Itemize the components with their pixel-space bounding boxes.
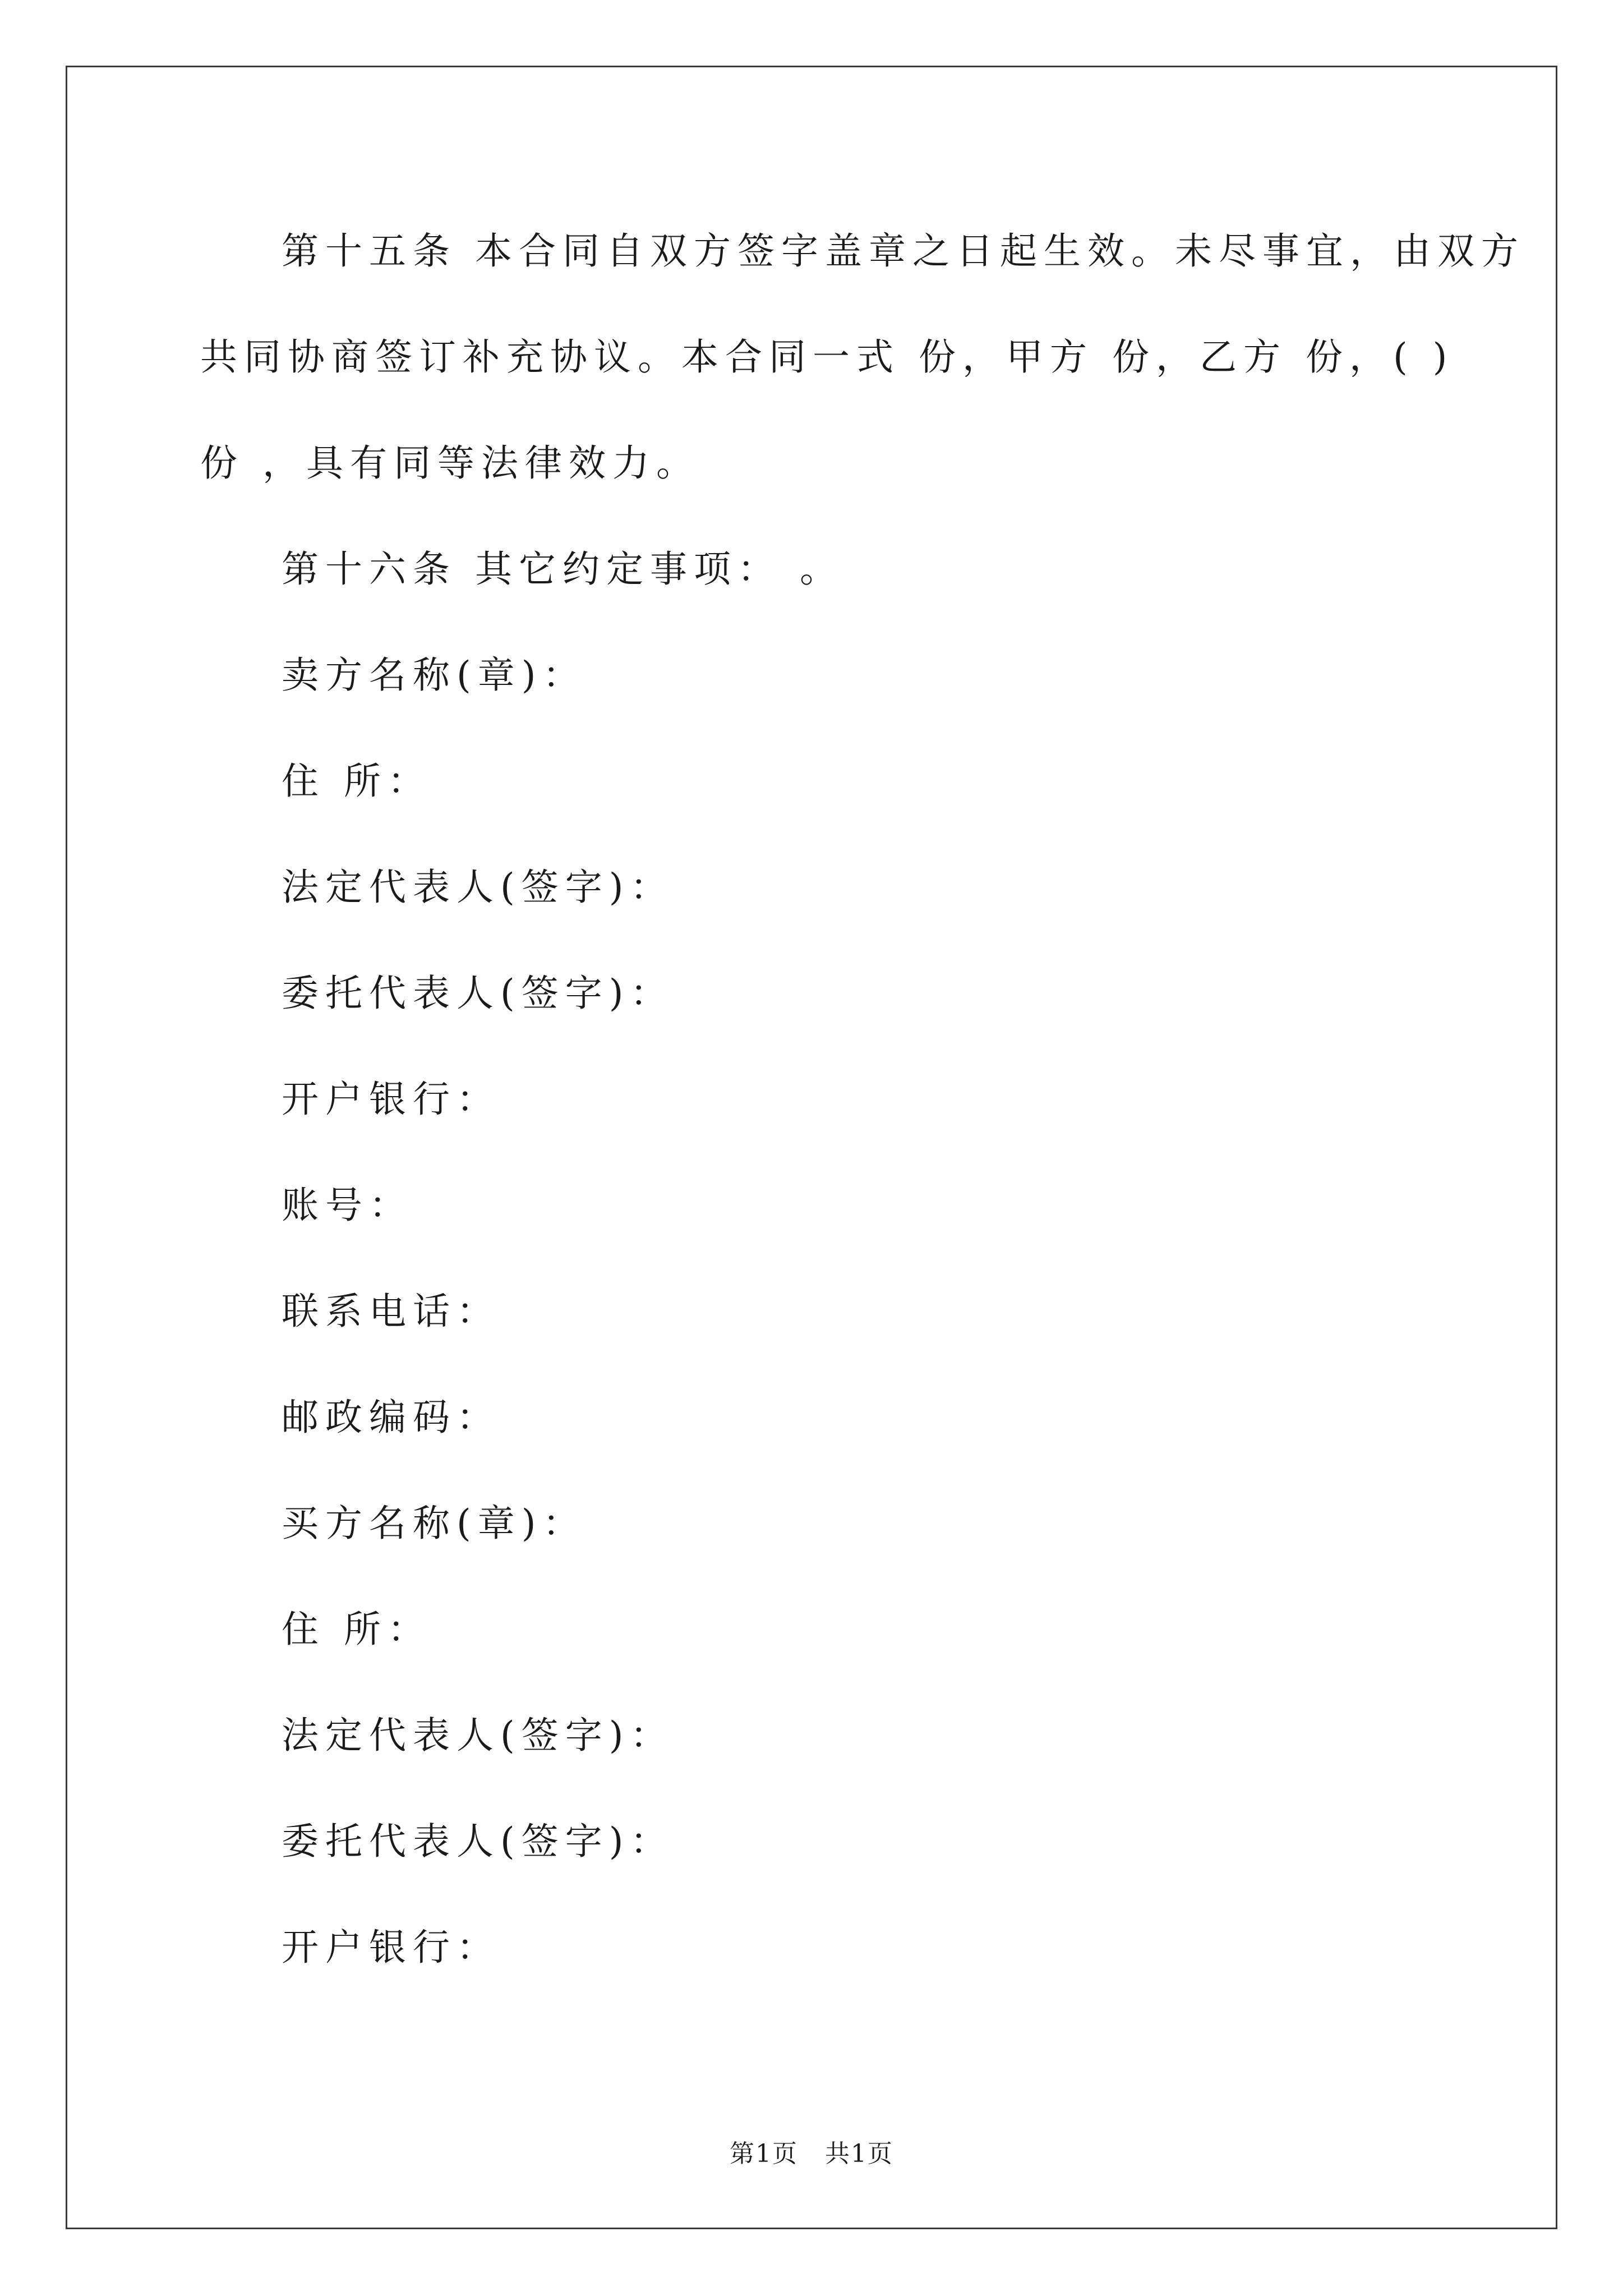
page-border <box>66 66 1557 2229</box>
seller-phone-field: 联系电话： <box>282 1290 500 1333</box>
clause-15-line-2: 共同协商签订补充协议。本合同一式 份，甲方 份，乙方 份，( ) <box>200 335 1454 379</box>
buyer-bank-field: 开户银行： <box>282 1926 500 1969</box>
buyer-name-field: 买方名称(章)： <box>282 1502 587 1545</box>
seller-legal-rep-field: 法定代表人(签字)： <box>282 866 674 909</box>
clause-15-line-3: 份 ，具有同等法律效力。 <box>200 441 700 485</box>
buyer-agent-field: 委托代表人(签字)： <box>282 1820 674 1863</box>
seller-bank-field: 开户银行： <box>282 1078 500 1121</box>
clause-16: 第十六条 其它约定事项： 。 <box>282 547 843 591</box>
seller-name-field: 卖方名称(章)： <box>282 654 587 697</box>
buyer-legal-rep-field: 法定代表人(签字)： <box>282 1714 674 1757</box>
page-number-footer: 第1页 共1页 <box>730 2139 893 2168</box>
buyer-address-field: 住 所： <box>282 1608 431 1651</box>
clause-15-line-1: 第十五条 本合同自双方签字盖章之日起生效。未尽事宜，由双方 <box>282 229 1525 273</box>
seller-address-field: 住 所： <box>282 760 431 803</box>
seller-agent-field: 委托代表人(签字)： <box>282 972 674 1015</box>
seller-account-field: 账号： <box>282 1184 413 1227</box>
seller-postcode-field: 邮政编码： <box>282 1396 500 1439</box>
